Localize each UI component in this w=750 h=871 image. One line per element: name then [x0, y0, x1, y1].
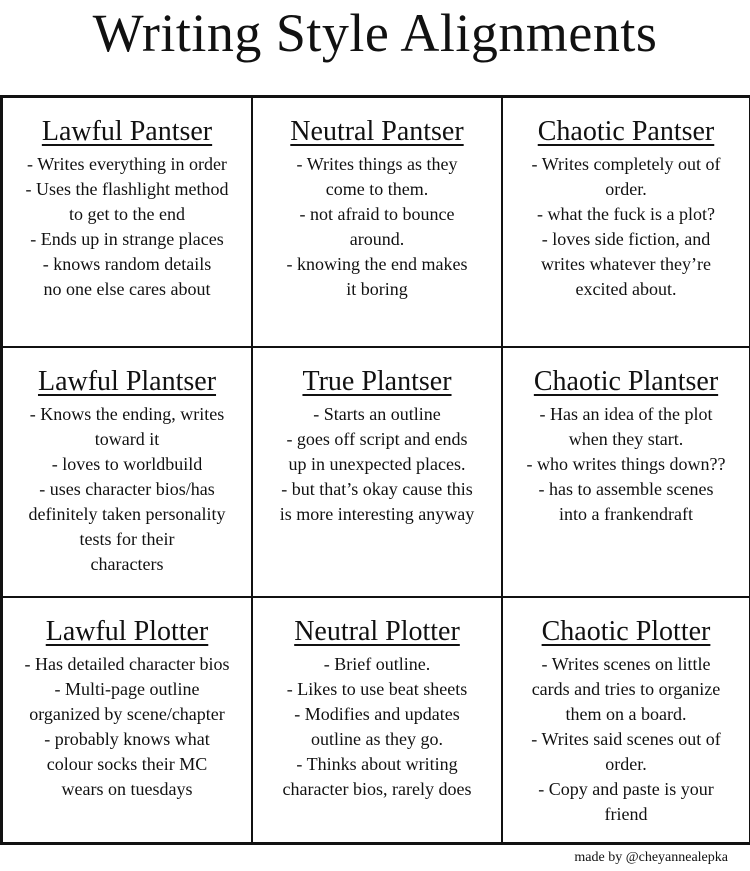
cell-true-plantser [253, 348, 503, 598]
cell-description: - Writes scenes on little cards and tries to organize them on a board. - Writes said scenes out of order. - Copy and paste is your friend [531, 654, 721, 824]
cell-description: - Has detailed character bios - Multi-page outline organized by scene/chapter - probably knows what colour socks their MC wears on tuesdays [24, 654, 230, 799]
cell-chaotic-plotter [503, 598, 749, 842]
cell-heading: Lawful Pantser [41, 116, 213, 147]
cell-lawful-plotter [3, 598, 253, 842]
cell-heading: Chaotic Plantser [533, 366, 719, 397]
cell-chaotic-plantser [503, 348, 749, 598]
cell-chaotic-pantser [503, 98, 749, 348]
cell-description: - Writes things as they come to them. - not afraid to bounce around. - knowing the end makes it boring [286, 154, 468, 299]
author-credit: made by @cheyannealepka [574, 850, 728, 865]
cell-heading: Chaotic Plotter [541, 616, 711, 647]
cell-heading: Neutral Pantser [290, 116, 464, 147]
cell-description: - Knows the ending, writes toward it - loves to worldbuild - uses character bios/has definitely taken personality tests for their characters [28, 404, 226, 574]
cell-description: - Starts an outline - goes off script and ends up in unexpected places. - but that’s okay cause this is more interesting anyway [279, 404, 475, 524]
cell-neutral-pantser [253, 98, 503, 348]
cell-description: - Brief outline. - Likes to use beat sheets - Modifies and updates outline as they go. - Thinks about writing character bios, rarely does [282, 654, 472, 799]
cell-heading: Neutral Plotter [294, 616, 460, 647]
alignment-grid [0, 95, 750, 845]
cell-heading: Lawful Plotter [45, 616, 209, 647]
cell-description: - Has an idea of the plot when they start. - who writes things down?? - has to assemble scenes into a frankendraft [526, 404, 726, 524]
page-title: Writing Style Alignments [92, 3, 658, 63]
cell-heading: True Plantser [302, 366, 452, 397]
cell-heading: Lawful Plantser [37, 366, 217, 397]
cell-description: - Writes everything in order - Uses the flashlight method to get to the end - Ends up in strange places - knows random details no one else cares about [25, 154, 229, 299]
cell-neutral-plotter [253, 598, 503, 842]
cell-description: - Writes completely out of order. - what the fuck is a plot? - loves side fiction, and writes whatever they’re excited about. [531, 154, 721, 299]
cell-heading: Chaotic Pantser [537, 116, 715, 147]
cell-lawful-plantser [3, 348, 253, 598]
cell-lawful-pantser [3, 98, 253, 348]
